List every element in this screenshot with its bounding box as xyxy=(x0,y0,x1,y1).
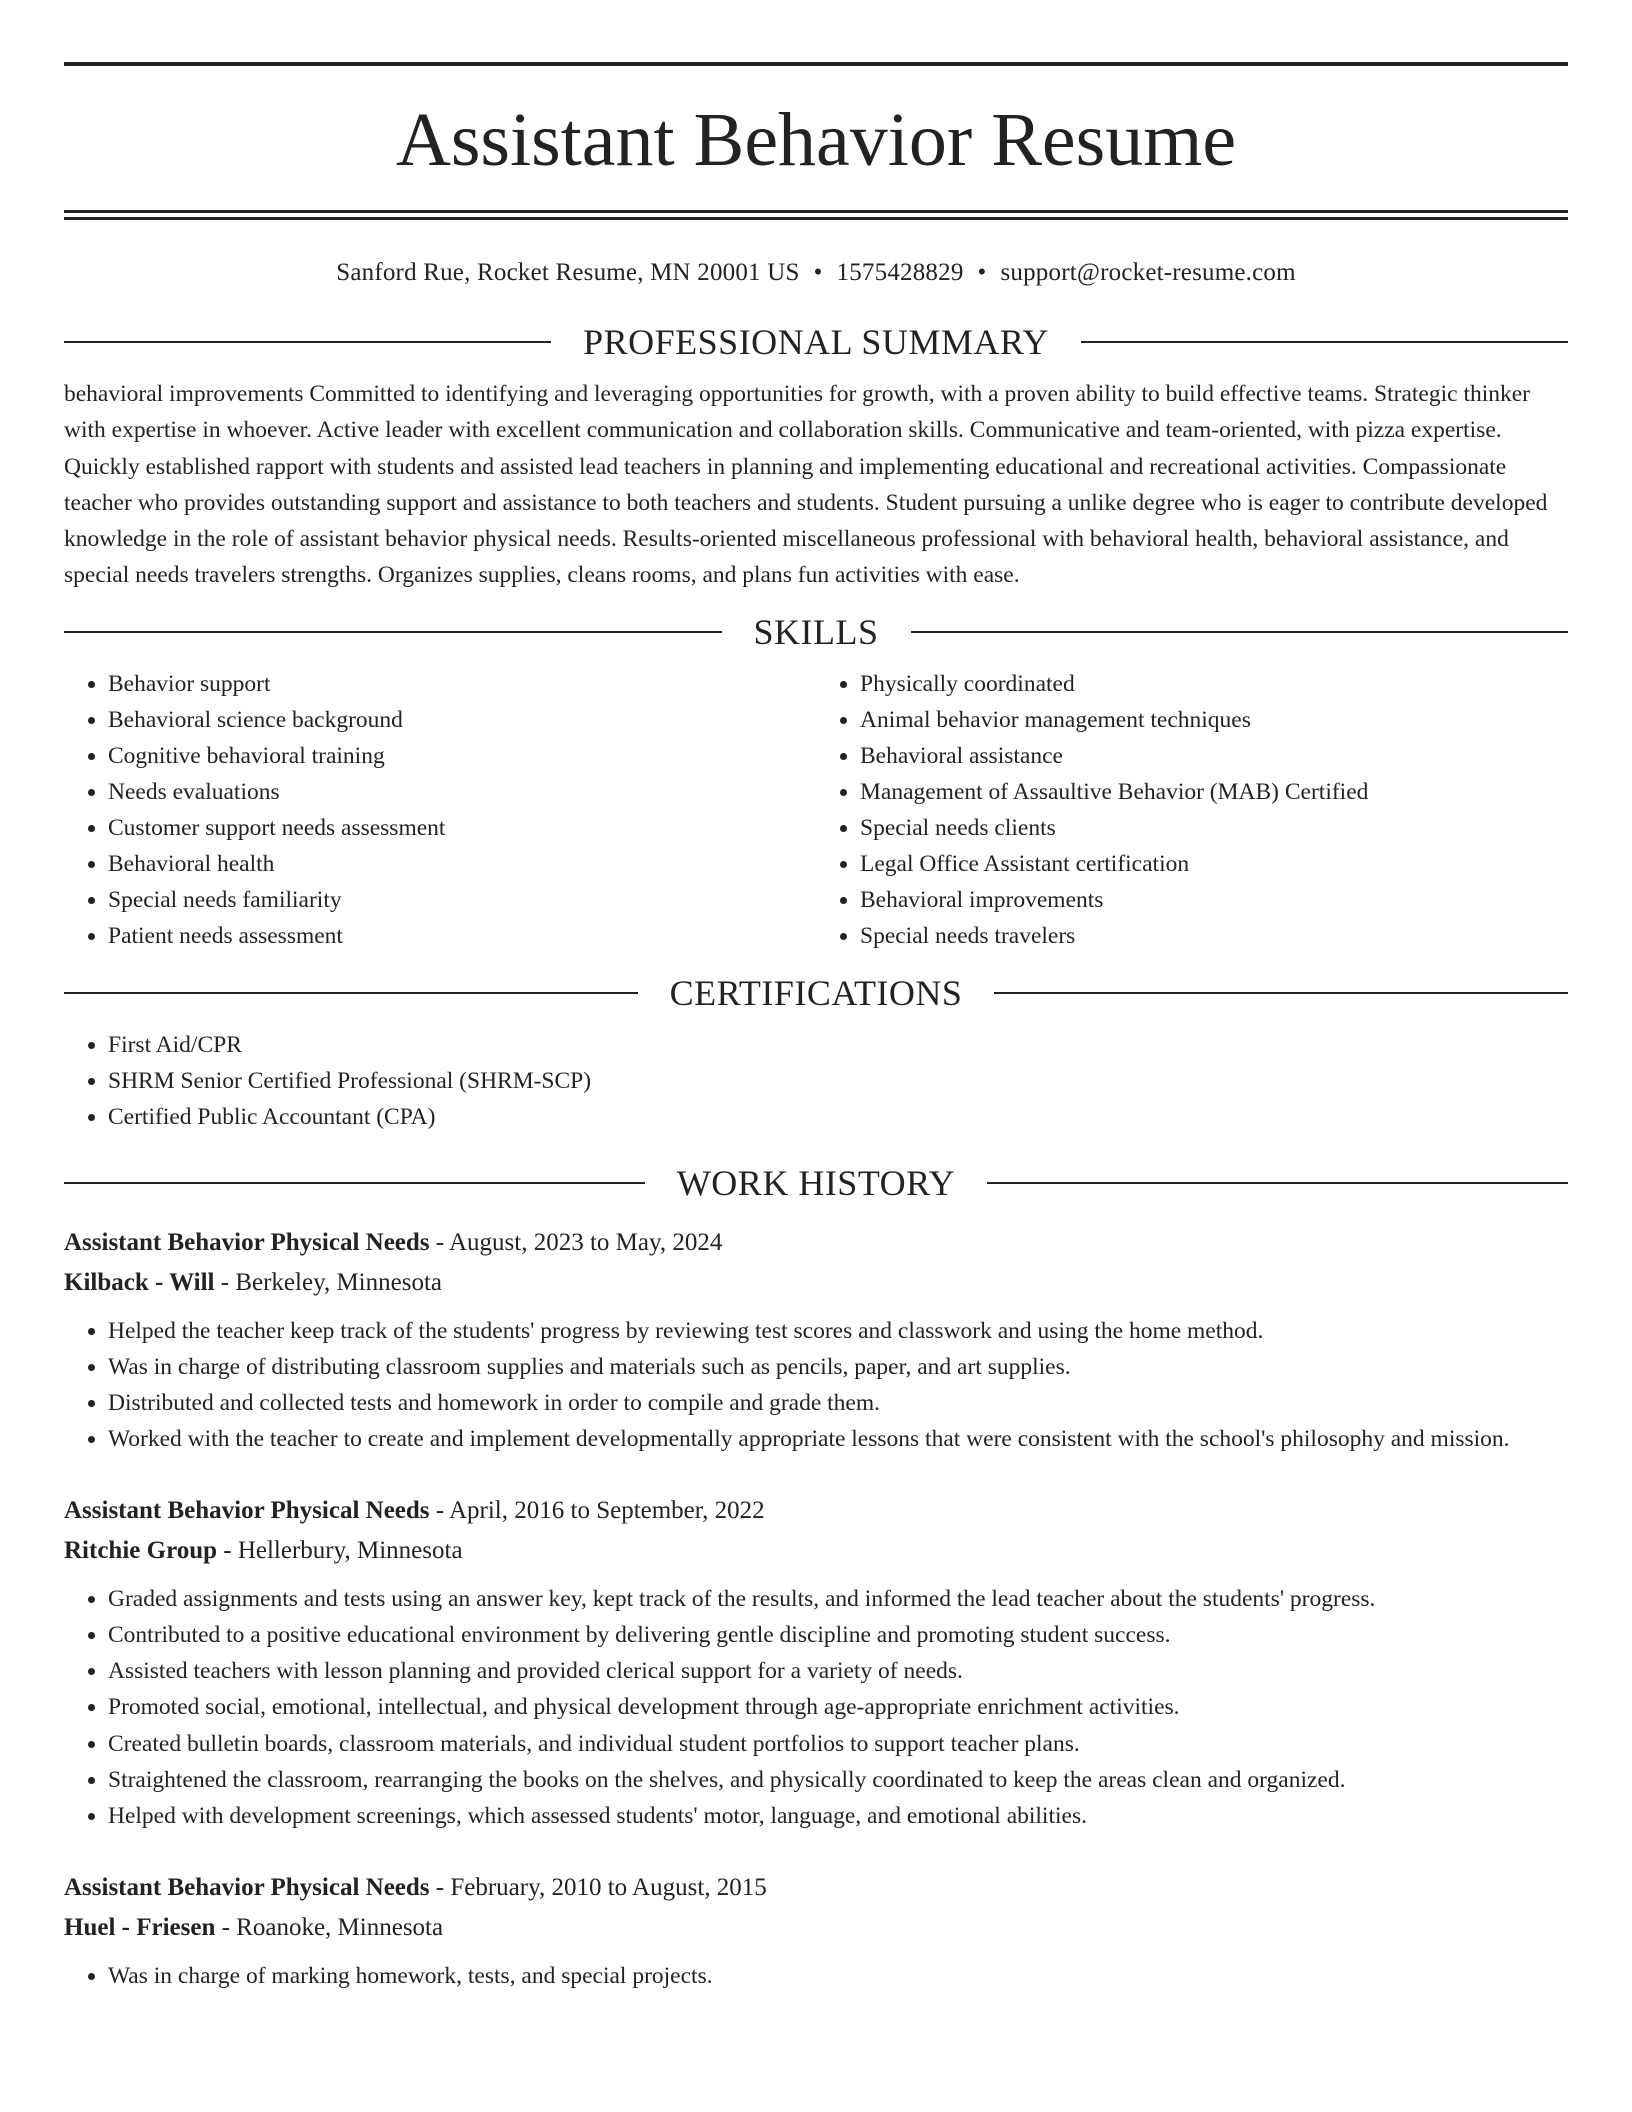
job-bullet: • Promoted social, emotional, intellectual, and physical development through age-appropriate enrichment activities. xyxy=(108,1689,1568,1725)
contact-separator: • xyxy=(977,259,987,286)
skills-heading-label: SKILLS xyxy=(753,611,879,652)
job-dates: - August, 2023 to May, 2024 xyxy=(429,1228,723,1256)
job-company-line xyxy=(64,1263,1568,1303)
job-dates: - April, 2016 to September, 2022 xyxy=(429,1497,765,1525)
heading-rule-right xyxy=(994,992,1568,994)
job-company: Huel - Friesen xyxy=(64,1913,216,1941)
job-bullet: • Was in charge of distributing classroom supplies and materials such as pencils, paper, and art supplies. xyxy=(108,1349,1568,1385)
job-bullets xyxy=(64,1313,1568,1457)
heading-rule-right xyxy=(1081,341,1568,343)
skill-item: • Behavioral improvements xyxy=(860,882,1568,918)
certifications-list xyxy=(64,1027,1568,1135)
skills-list-right xyxy=(816,666,1568,955)
job-company-line xyxy=(64,1531,1568,1571)
job-bullets xyxy=(64,1958,1568,1994)
skill-item: • Needs evaluations xyxy=(108,774,816,810)
skill-item: • Customer support needs assessment xyxy=(108,810,816,846)
skill-item: • Special needs familiarity xyxy=(108,882,816,918)
job-bullet: • Graded assignments and tests using an answer key, kept track of the results, and informed the lead teacher about the students' progress. xyxy=(108,1581,1568,1617)
job-bullet: • Straightened the classroom, rearranging the books on the shelves, and physically coordinated to keep the areas clean and organized. xyxy=(108,1762,1568,1798)
resume-page xyxy=(64,62,1568,1994)
job-bullets xyxy=(64,1581,1568,1834)
job-bullet: • Worked with the teacher to create and implement developmentally appropriate lessons that were consistent with the school's philosophy and mission. xyxy=(108,1421,1568,1457)
job-title: Assistant Behavior Physical Needs xyxy=(64,1228,430,1256)
job-title-line xyxy=(64,1868,1568,1908)
job-company: Ritchie Group xyxy=(64,1537,218,1565)
job-title: Assistant Behavior Physical Needs xyxy=(64,1497,430,1525)
job-title-line xyxy=(64,1223,1568,1263)
skill-item: • Animal behavior management techniques xyxy=(860,702,1568,738)
job-bullet: • Helped with development screenings, which assessed students' motor, language, and emotional abilities. xyxy=(108,1798,1568,1834)
job-entry xyxy=(64,1223,1568,1457)
job-bullet: • Created bulletin boards, classroom materials, and individual student portfolios to support teacher plans. xyxy=(108,1726,1568,1762)
certifications-heading xyxy=(64,971,1568,1015)
work-history-heading xyxy=(64,1161,1568,1205)
job-title: Assistant Behavior Physical Needs xyxy=(64,1873,430,1901)
skill-item: • Physically coordinated xyxy=(860,666,1568,702)
skill-item: • Patient needs assessment xyxy=(108,918,816,954)
heading-rule-left xyxy=(64,992,638,994)
summary-heading-label: PROFESSIONAL SUMMARY xyxy=(583,322,1049,362)
summary-text: behavioral improvements Committed to identifying and leveraging opportunities for growth, with a proven ability to build effective teams. Strategic thinker with expertise in whoever. Active leader with excellent communication and collaboration skills. Communicative and team-oriented, with pizza expertise. Quickly established rapport with students and assisted lead teachers in planning and implementing educational and recreational activities. Compassionate teacher who provides outstanding support and assistance to both teachers and students. Student pursuing a unlike degree who is eager to contribute developed knowledge in the role of assistant behavior physical needs. Results-oriented miscellaneous professional with behavioral health, behavioral assistance, and special needs travelers strengths. Organizes supplies, cleans rooms, and plans fun activities with ease. xyxy=(64,381,1548,589)
page-title: Assistant Behavior Resume xyxy=(395,98,1237,182)
contact-line xyxy=(64,256,1568,290)
job-bullet: • Distributed and collected tests and homework in order to compile and grade them. xyxy=(108,1385,1568,1421)
contact-email: support@rocket-resume.com xyxy=(1000,259,1296,286)
job-location: - Berkeley, Minnesota xyxy=(214,1268,442,1296)
heading-rule-left xyxy=(64,631,722,633)
certification-item: • Certified Public Accountant (CPA) xyxy=(108,1099,1568,1135)
title-double-rule xyxy=(64,210,1568,220)
certification-item: • SHRM Senior Certified Professional (SHRM-SCP) xyxy=(108,1063,1568,1099)
job-entry xyxy=(64,1491,1568,1834)
title-block xyxy=(64,62,1568,220)
job-location: - Roanoke, Minnesota xyxy=(215,1913,444,1941)
skill-item: • Special needs travelers xyxy=(860,918,1568,954)
skill-item: • Legal Office Assistant certification xyxy=(860,846,1568,882)
heading-rule-right xyxy=(911,631,1569,633)
work-history-heading-label: WORK HISTORY xyxy=(676,1162,956,1203)
contact-phone: 1575428829 xyxy=(836,259,964,286)
heading-rule-left xyxy=(64,1182,645,1184)
heading-rule-right xyxy=(987,1182,1568,1184)
job-bullet: • Assisted teachers with lesson planning and provided clerical support for a variety of needs. xyxy=(108,1653,1568,1689)
job-title-line xyxy=(64,1491,1568,1531)
certification-item: • First Aid/CPR xyxy=(108,1027,1568,1063)
job-bullet: • Was in charge of marking homework, tests, and special projects. xyxy=(108,1958,1568,1994)
certifications-heading-label: CERTIFICATIONS xyxy=(669,972,963,1013)
contact-separator: • xyxy=(813,259,823,286)
skill-item: • Behavior support xyxy=(108,666,816,702)
job-company-line xyxy=(64,1908,1568,1948)
job-company: Kilback - Will xyxy=(64,1268,215,1296)
skill-item: • Behavioral health xyxy=(108,846,816,882)
job-bullet: • Helped the teacher keep track of the students' progress by reviewing test scores and classwork and using the home method. xyxy=(108,1313,1568,1349)
skills-grid xyxy=(64,666,1568,955)
heading-rule-left xyxy=(64,341,551,343)
skill-item: • Behavioral assistance xyxy=(860,738,1568,774)
skill-item: • Special needs clients xyxy=(860,810,1568,846)
job-entry xyxy=(64,1868,1568,1994)
summary-heading xyxy=(64,320,1568,364)
skills-list-left xyxy=(64,666,816,955)
contact-address: Sanford Rue, Rocket Resume, MN 20001 US xyxy=(336,259,800,286)
job-location: - Hellerbury, Minnesota xyxy=(217,1537,463,1565)
skill-item: • Cognitive behavioral training xyxy=(108,738,816,774)
skill-item: • Behavioral science background xyxy=(108,702,816,738)
skill-item: • Management of Assaultive Behavior (MAB) Certified xyxy=(860,774,1568,810)
job-bullet: • Contributed to a positive educational environment by delivering gentle discipline and promoting student success. xyxy=(108,1617,1568,1653)
skills-heading xyxy=(64,610,1568,654)
job-dates: - February, 2010 to August, 2015 xyxy=(429,1873,767,1901)
